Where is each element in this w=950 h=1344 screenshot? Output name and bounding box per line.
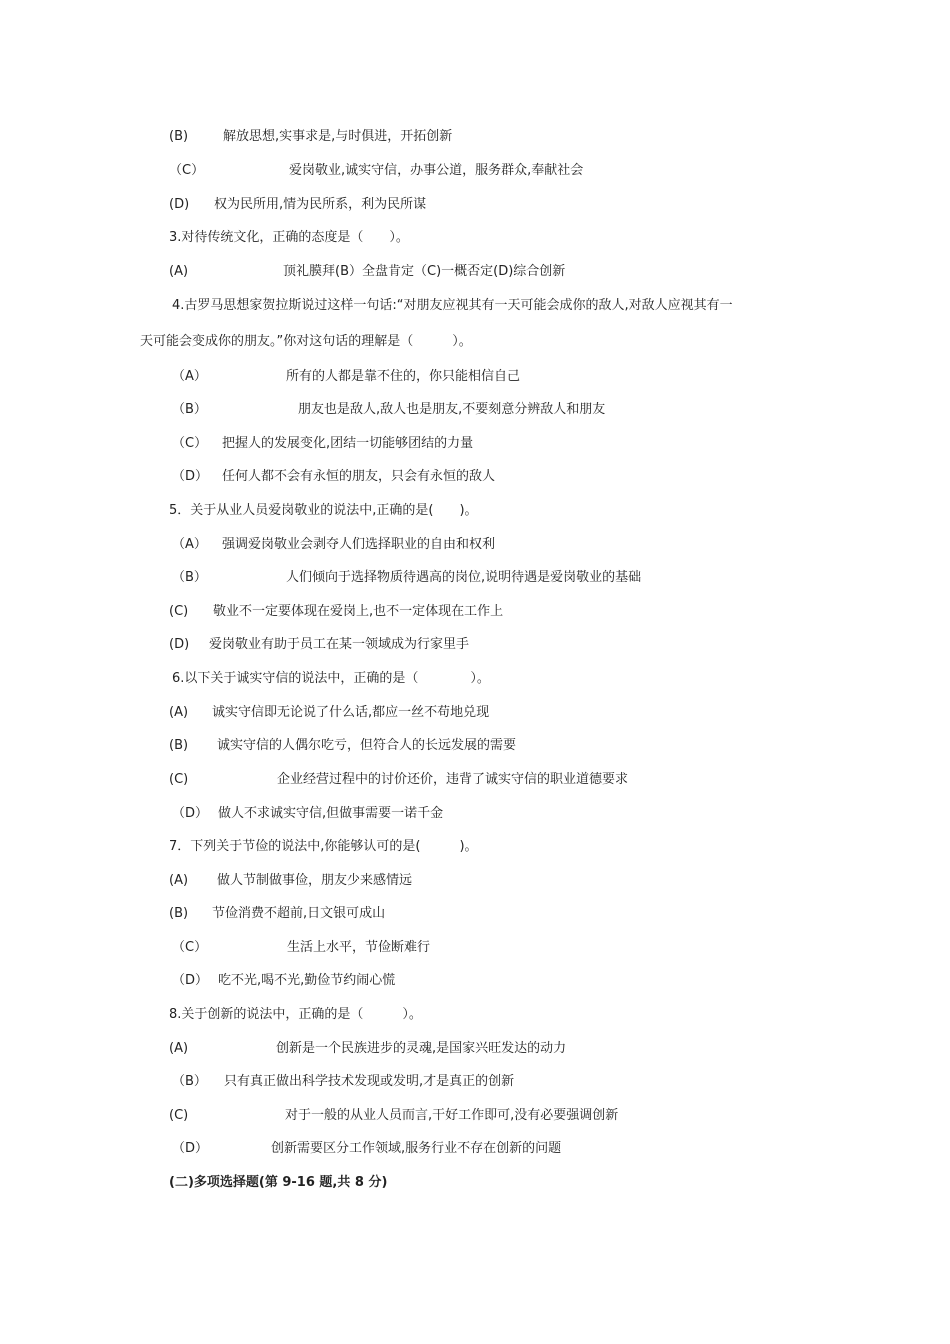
option-text: 解放思想,实事求是,与时俱进，开拓创新	[223, 129, 453, 144]
option-text: 节俭消费不超前,日文银可成山	[212, 906, 386, 921]
option-text: 朋友也是敌人,敌人也是朋友,不要刻意分辨敌人和朋友	[298, 402, 606, 417]
option-label: (B)	[169, 129, 189, 144]
option-line	[169, 905, 385, 923]
option-text: 敬业不一定要体现在爱岗上,也不一定体现在工作上	[213, 604, 504, 619]
section-heading	[169, 1174, 387, 1192]
question-text: 天可能会变成你的朋友。”你对这句话的理解是（ ）。	[140, 334, 472, 349]
option-label: （C）	[172, 436, 208, 451]
option-text: 企业经营过程中的讨价还价，违背了诚实守信的职业道德要求	[277, 772, 629, 787]
option-text: 顶礼膜拜(B）全盘肯定（C)一概否定(D)综合创新	[283, 264, 566, 279]
option-label: (B)	[169, 738, 189, 753]
option-label: （D）	[172, 806, 209, 821]
option-text: 把握人的发展变化,团结一切能够团结的力量	[222, 436, 474, 451]
option-text: 创新是一个民族进步的灵魂,是国家兴旺发达的动力	[276, 1041, 567, 1056]
question-text: 8.关于创新的说法中，正确的是（ ）。	[169, 1007, 422, 1022]
option-label: （A）	[172, 537, 207, 552]
option-line	[169, 1107, 618, 1125]
option-line	[169, 263, 565, 281]
option-label: （B）	[172, 1074, 207, 1089]
option-label: (A)	[169, 873, 189, 888]
option-line	[169, 636, 469, 654]
option-label: （B）	[172, 570, 207, 585]
option-line	[172, 805, 443, 823]
option-label: (A)	[169, 705, 189, 720]
option-label: （C）	[172, 940, 208, 955]
question-text: 3.对待传统文化，正确的态度是（ ）。	[169, 230, 409, 245]
option-line	[169, 704, 489, 722]
option-text: 爱岗敬业有助于员工在某一领域成为行家里手	[209, 637, 470, 652]
option-line	[169, 603, 503, 621]
option-label: （A）	[172, 369, 207, 384]
option-text: 诚实守信的人偶尔吃亏，但符合人的长远发展的需要	[217, 738, 517, 753]
option-label: (A)	[169, 264, 189, 279]
section-heading-text: (二)多项选择题(第 9-16 题,共 8 分)	[169, 1175, 388, 1190]
option-text: 任何人都不会有永恒的朋友，只会有永恒的敌人	[222, 469, 496, 484]
option-line	[169, 196, 426, 214]
option-label: （D）	[172, 1141, 209, 1156]
question-line	[169, 229, 409, 247]
question-text: 4.古罗马思想家贺拉斯说过这样一句话:“对朋友应视其有一天可能会成你的敌人,对敌人应视其有一	[172, 298, 733, 313]
question-text: 5．关于从业人员爱岗敬业的说法中,正确的是( )。	[169, 503, 478, 518]
option-label: (A)	[169, 1041, 189, 1056]
question-line	[169, 502, 478, 520]
option-text: 权为民所用,情为民所系，利为民所谋	[214, 197, 427, 212]
option-text: 只有真正做出科学技术发现或发明,才是真正的创新	[224, 1074, 515, 1089]
option-text: 对于一般的从业人员而言,干好工作即可,没有必要强调创新	[285, 1108, 619, 1123]
option-line	[172, 972, 395, 990]
option-text: 做人不求诚实守信,但做事需要一诺千金	[218, 806, 444, 821]
option-line	[172, 401, 605, 419]
option-label: (C)	[169, 772, 189, 787]
option-text: 所有的人都是靠不住的，你只能相信自己	[286, 369, 521, 384]
option-text: 强调爱岗敬业会剥夺人们选择职业的自由和权利	[222, 537, 496, 552]
question-line	[169, 1006, 422, 1024]
option-label: (D)	[169, 637, 190, 652]
option-text: 爱岗敬业,诚实守信，办事公道，服务群众,奉献社会	[289, 163, 584, 178]
question-text: 7．下列关于节俭的说法中,你能够认可的是( )。	[169, 839, 478, 854]
option-line	[172, 939, 430, 957]
question-line	[140, 333, 472, 351]
question-text: 6.以下关于诚实守信的说法中，正确的是（ ）。	[172, 671, 490, 686]
question-line	[172, 297, 733, 315]
option-line	[172, 1140, 561, 1158]
option-line	[169, 162, 583, 180]
option-line	[172, 1073, 514, 1091]
option-line	[172, 368, 520, 386]
option-line	[169, 737, 516, 755]
option-line	[169, 1040, 566, 1058]
option-label: （C）	[169, 163, 205, 178]
option-label: (C)	[169, 1108, 189, 1123]
option-text: 诚实守信即无论说了什么话,都应一丝不苟地兑现	[212, 705, 490, 720]
option-text: 人们倾向于选择物质待遇高的岗位,说明待遇是爱岗敬业的基础	[286, 570, 642, 585]
option-text: 生活上水平，节俭断难行	[287, 940, 431, 955]
option-label: （D）	[172, 469, 209, 484]
option-line	[169, 128, 452, 146]
option-line	[172, 536, 495, 554]
option-label: (C)	[169, 604, 189, 619]
option-text: 创新需要区分工作领域,服务行业不存在创新的问题	[271, 1141, 562, 1156]
option-line	[172, 468, 495, 486]
question-line	[169, 838, 478, 856]
option-text: 做人节制做事俭，朋友少来感情远	[217, 873, 413, 888]
option-line	[172, 569, 641, 587]
option-label: （D）	[172, 973, 209, 988]
option-line	[169, 771, 628, 789]
question-line	[172, 670, 490, 688]
option-line	[169, 872, 412, 890]
option-label: （B）	[172, 402, 207, 417]
option-label: (B)	[169, 906, 189, 921]
option-label: (D)	[169, 197, 190, 212]
option-text: 吃不光,喝不光,勤俭节约闹心慌	[218, 973, 396, 988]
option-line	[172, 435, 473, 453]
